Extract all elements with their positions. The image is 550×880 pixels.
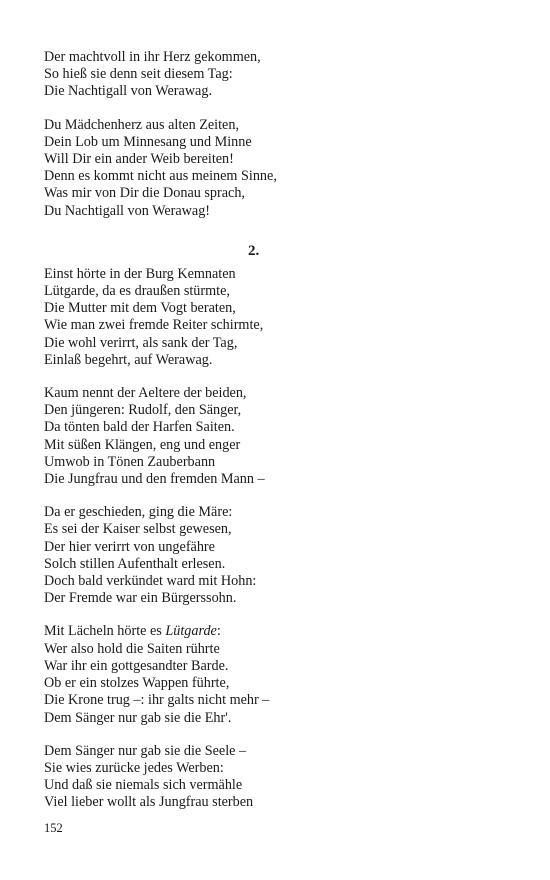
poem-line: Die Krone trug –: ihr galts nicht mehr – [44, 692, 270, 709]
poem-line: Was mir von Dir die Donau sprach, [44, 185, 245, 202]
poem-line: Kaum nennt der Aeltere der beiden, [44, 385, 247, 402]
line-text: : [216, 623, 221, 640]
poem-line: Will Dir ein ander Weib bereiten! [44, 151, 234, 168]
poem-line: Dein Lob um Minnesang und Minne [44, 133, 252, 150]
poem-line: Ob er ein stolzes Wappen führte, [44, 675, 230, 692]
poem-line [44, 623, 504, 640]
stanza-1 [44, 49, 504, 101]
poem-line: Du Nachtigall von Werawag! [44, 202, 211, 219]
stanza-4 [44, 385, 504, 488]
poem-line: Denn es kommt nicht aus meinem Sinne, [44, 168, 277, 185]
poem-line: Die wohl verirrt, als sank der Tag, [44, 334, 238, 351]
section-number-heading [44, 242, 504, 260]
poem-line: Lütgarde, da es draußen stürmte, [44, 283, 230, 300]
poem-line: Doch bald verkündet ward mit Hohn: [44, 573, 257, 590]
poem-line: Einlaß begehrt, auf Werawag. [44, 351, 213, 368]
poem-line: Wie man zwei fremde Reiter schirmte, [44, 317, 264, 334]
poem-line: Solch stillen Aufenthalt erlesen. [44, 555, 226, 572]
poem-line: Der Fremde war ein Bürgerssohn. [44, 590, 237, 607]
stanza-3 [44, 266, 504, 369]
stanza-6 [44, 623, 504, 726]
poem-line: Da tönten bald der Harfen Saiten. [44, 419, 235, 436]
poem-line: Du Mädchenherz aus alten Zeiten, [44, 116, 239, 133]
poem-line: Da er geschieden, ging die Märe: [44, 504, 233, 521]
italic-name: Lütgarde [165, 623, 217, 640]
poem-text [44, 49, 504, 828]
poem-line: Es sei der Kaiser selbst gewesen, [44, 521, 232, 538]
poem-line: Den jüngeren: Rudolf, den Sänger, [44, 402, 242, 419]
stanza-7 [44, 743, 504, 812]
page-number: 152 [44, 821, 63, 835]
poem-line: Umwob in Tönen Zauberbann [44, 453, 216, 470]
stanza-2 [44, 117, 504, 220]
poem-line: Der hier verirrt von ungefähre [44, 538, 215, 555]
poem-line: Dem Sänger nur gab sie die Seele – [44, 742, 247, 759]
poem-line: War ihr ein gottgesandter Barde. [44, 657, 229, 674]
line-text: Mit Lächeln hörte es [44, 623, 166, 640]
poem-line: Viel lieber wollt als Jungfrau sterben [44, 794, 254, 811]
poem-line: Mit süßen Klängen, eng und enger [44, 436, 241, 453]
poem-line: Der machtvoll in ihr Herz gekommen, [44, 49, 261, 65]
poem-line: Und daß sie niemals sich vermähle [44, 777, 243, 794]
section-number: 2. [248, 242, 260, 259]
poem-line: Sie wies zurücke jedes Werben: [44, 759, 224, 776]
poem-line: So hieß sie denn seit diesem Tag: [44, 66, 233, 83]
poem-line: Die Nachtigall von Werawag. [44, 83, 212, 100]
stanza-5 [44, 504, 504, 607]
poem-line: Wer also hold die Saiten rührte [44, 640, 220, 657]
poem-line: Die Jungfrau und den fremden Mann – [44, 471, 265, 488]
poem-line: Einst hörte in der Burg Kemnaten [44, 265, 236, 282]
poem-line: Dem Sänger nur gab sie die Ehr'. [44, 709, 232, 726]
poem-line: Die Mutter mit dem Vogt beraten, [44, 300, 236, 317]
